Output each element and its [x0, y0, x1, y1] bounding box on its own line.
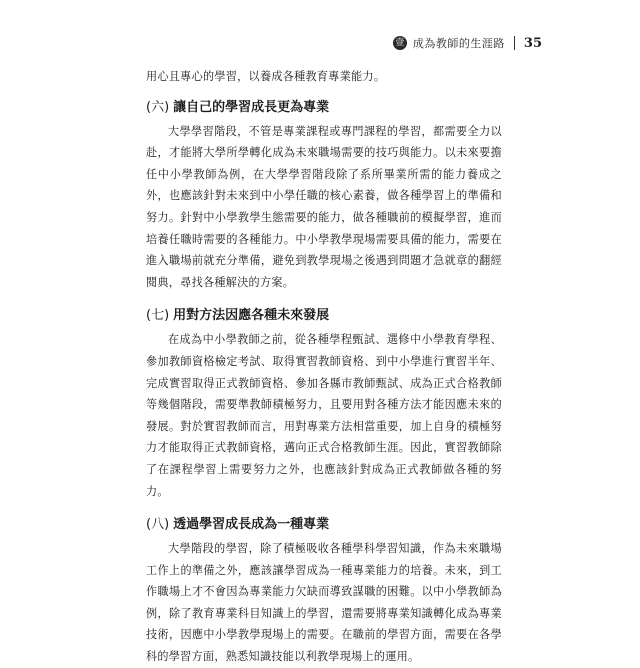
section-heading-8 [146, 516, 502, 534]
intro-paragraph: 用心且專心的學習，以養成各種教育專業能力。 [146, 70, 386, 83]
section-paragraph: 大學階段的學習，除了積極吸收各種學科學習知識，作為未來職場工作上的準備之外，應該讓學習成為一種專業能力的培養。未來，到工作職場上才不會因為專業能力欠缺而導致謀職的困難。以中小學教師為例，除了教育專業科目知識上的學習，還需要將專業知識轉化成為專業技術，因應中小學教學現場上的需要。在職前的學習方面，需要在各學科的學習方面，熟悉知識技能以利教學現場上的運用。 [146, 542, 502, 664]
section-number: (八) [146, 517, 170, 533]
section-title: 透過學習成長成為一種專業 [173, 517, 330, 533]
section-paragraph: 在成為中小學教師之前，從各種學程甄試、選修中小學教育學程、參加教師資格檢定考試、取得實習教師資格、到中小學進行實習半年、完成實習取得正式教師資格、參加各縣市教師甄試、成為正式合格教師等幾個階段，需要準教師積極努力，且要用對各種方法才能因應未來的發展。對於實習教師而言，用對專業方法相當重要，加上自身的積極努力才能取得正式教師資格，邁向正式合格教師生涯。因此，實習教師除了在課程學習上需要努力之外，也應該針對成為正式教師做各種的努力。 [146, 333, 502, 498]
section-number: (六) [146, 99, 170, 115]
chapter-badge-icon: 壹 [393, 36, 407, 50]
section-paragraph: 大學學習階段，不管是專業課程或專門課程的學習，都需要全力以赴，才能將大學所學轉化成為未來職場需要的技巧與能力。以未來要擔任中小學教師為例，在大學學習階段除了系所畢業所需的能力養成之外，也應該針對未來到中小學任職的核心素養，做各種學習上的準備和努力。針對中小學教學生態需要的能力，做各種職前的模擬學習，進而培養任職時需要的各種能力。中小學教學現場需要具備的能力，需要在進入職場前就充分準備，避免到教學現場之後遇到問題才急就章的翻經閱典，尋找各種解決的方案。 [146, 124, 502, 289]
running-chapter-title: 成為教師的生涯路 [412, 37, 505, 50]
section-heading-6 [146, 99, 502, 117]
page-body [146, 66, 502, 668]
section-heading-7 [146, 307, 502, 325]
header-divider [514, 36, 515, 50]
section-number: (七) [146, 308, 170, 324]
page-header [393, 34, 542, 52]
section-title: 讓自己的學習成長更為專業 [173, 99, 330, 115]
section-title: 用對方法因應各種未來發展 [173, 308, 330, 324]
page-number: 35 [523, 35, 542, 51]
